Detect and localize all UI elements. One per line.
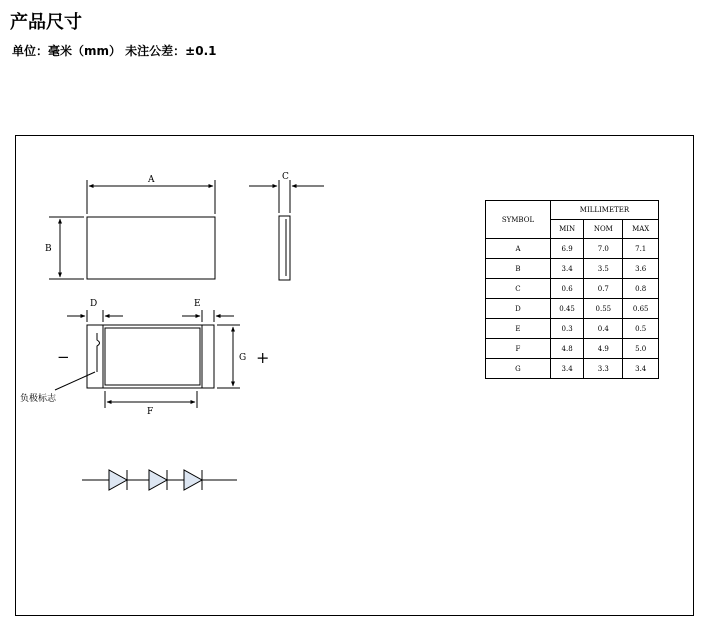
label-a: A (148, 175, 155, 185)
row-max: 7.1 (623, 239, 659, 259)
row-nom: 0.55 (584, 299, 623, 319)
row-max: 3.4 (623, 359, 659, 379)
millimeter-header: MILLIMETER (550, 201, 658, 220)
row-symbol: E (486, 319, 551, 339)
label-e: E (194, 299, 201, 309)
row-symbol: B (486, 259, 551, 279)
row-symbol: A (486, 239, 551, 259)
table-row (486, 339, 659, 359)
label-d: D (90, 299, 98, 309)
label-c: C (282, 172, 289, 182)
cathode-mark-label: 负极标志 (20, 394, 57, 404)
row-nom: 7.0 (584, 239, 623, 259)
row-nom: 3.3 (584, 359, 623, 379)
cathode-terminal (87, 325, 103, 388)
table-row (486, 299, 659, 319)
row-min: 0.6 (550, 279, 583, 299)
label-f: F (147, 407, 154, 417)
row-max: 0.8 (623, 279, 659, 299)
row-max: 3.6 (623, 259, 659, 279)
row-max: 5.0 (623, 339, 659, 359)
table-row (486, 359, 659, 379)
row-symbol: F (486, 339, 551, 359)
row-min: 3.4 (550, 359, 583, 379)
max-header: MAX (623, 220, 659, 239)
nom-header: NOM (584, 220, 623, 239)
row-max: 0.5 (623, 319, 659, 339)
row-max: 0.65 (623, 299, 659, 319)
diode-symbol-3 (184, 470, 202, 490)
table-row (486, 259, 659, 279)
side-view-body (279, 216, 290, 280)
min-header: MIN (550, 220, 583, 239)
label-b: B (45, 244, 52, 254)
plus-sign: + (256, 348, 270, 367)
row-min: 3.4 (550, 259, 583, 279)
row-min: 4.8 (550, 339, 583, 359)
row-nom: 0.4 (584, 319, 623, 339)
unit-tolerance-note: 单位：毫米（mm） 未注公差：±0.1 (12, 44, 217, 58)
minus-sign: − (57, 348, 70, 366)
bottom-view-outline (87, 325, 214, 388)
cathode-leader-line (55, 372, 95, 390)
row-nom: 0.7 (584, 279, 623, 299)
row-symbol: C (486, 279, 551, 299)
row-symbol: D (486, 299, 551, 319)
table-row (486, 239, 659, 259)
top-view-body (87, 217, 215, 279)
symbol-header: SYMBOL (486, 201, 551, 239)
label-g: G (239, 353, 247, 363)
anode-terminal (202, 325, 214, 388)
row-min: 0.3 (550, 319, 583, 339)
diode-symbol-1 (109, 470, 127, 490)
table-row (486, 279, 659, 299)
dimension-table (485, 200, 659, 379)
row-nom: 4.9 (584, 339, 623, 359)
table-row (486, 319, 659, 339)
page-title: 产品尺寸 (10, 12, 82, 33)
row-min: 6.9 (550, 239, 583, 259)
diode-symbol-2 (149, 470, 167, 490)
row-min: 0.45 (550, 299, 583, 319)
row-symbol: G (486, 359, 551, 379)
row-nom: 3.5 (584, 259, 623, 279)
